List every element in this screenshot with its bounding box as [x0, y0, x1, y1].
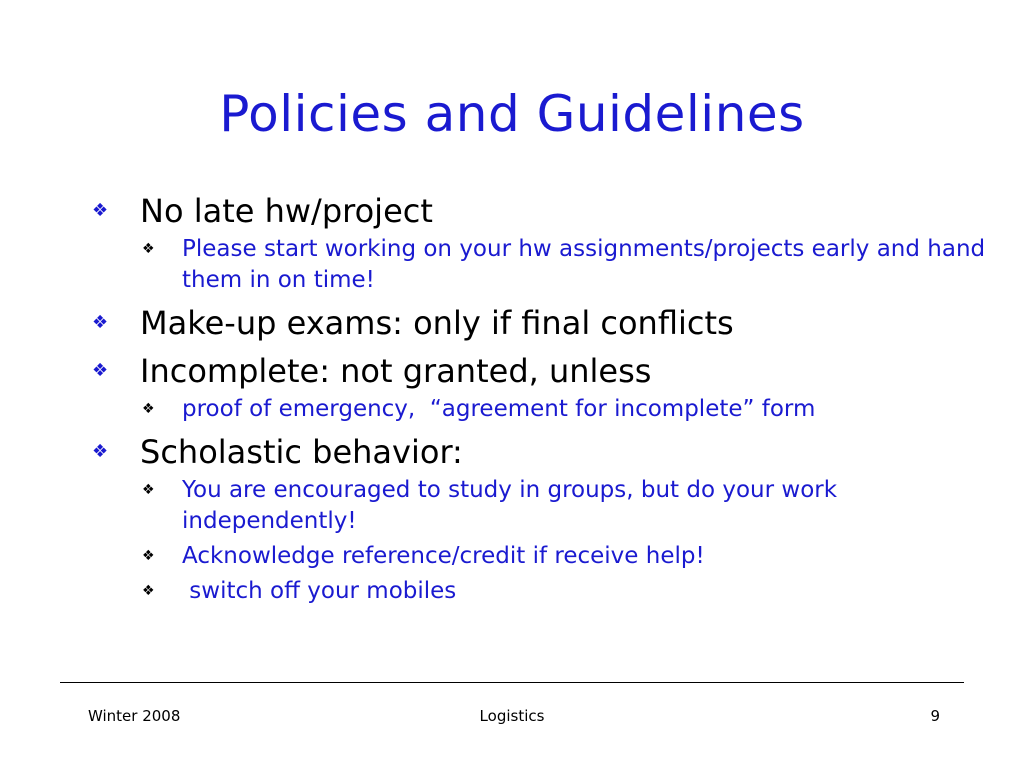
sub-bullet-text: You are encouraged to study in groups, but do your work independently!: [182, 477, 838, 534]
sub-bullet-item: [140, 234, 988, 296]
sub-bullet-item: [140, 475, 988, 537]
sub-bullet-text: switch off your mobiles: [182, 578, 457, 604]
sub-bullet-item: [140, 576, 988, 607]
sub-bullet-text: Acknowledge reference/credit if receive help!: [182, 543, 705, 569]
diamond-bullet-icon: ❖: [142, 401, 155, 417]
diamond-bullet-icon: ❖: [92, 200, 109, 221]
bullet-text: Scholastic behavior:: [140, 433, 463, 471]
diamond-bullet-icon: ❖: [92, 312, 109, 333]
bullet-item: [88, 190, 988, 232]
diamond-bullet-icon: ❖: [92, 441, 109, 462]
diamond-bullet-icon: ❖: [142, 482, 155, 498]
bullet-item: [88, 350, 988, 392]
diamond-bullet-icon: ❖: [92, 360, 109, 381]
sub-bullet-text: Please start working on your hw assignments/projects early and hand them in on time!: [182, 236, 986, 293]
bullet-item: [88, 302, 988, 344]
bullet-text: No late hw/project: [140, 192, 433, 230]
footer-page-number: 9: [930, 707, 940, 725]
bullet-list: [88, 190, 988, 611]
sub-bullet-item: [140, 541, 988, 572]
diamond-bullet-icon: ❖: [142, 583, 155, 599]
sub-bullet-text: proof of emergency, “agreement for incomplete” form: [182, 396, 816, 422]
bullet-text: Make-up exams: only if final conflicts: [140, 304, 734, 342]
diamond-bullet-icon: ❖: [142, 548, 155, 564]
footer-section: Logistics: [479, 707, 545, 725]
bullet-text: Incomplete: not granted, unless: [140, 352, 652, 390]
slide-title: Policies and Guidelines: [219, 85, 805, 143]
sub-bullet-item: [140, 394, 988, 425]
diamond-bullet-icon: ❖: [142, 241, 155, 257]
footer-date: Winter 2008: [88, 707, 181, 725]
bullet-item: [88, 431, 988, 473]
footer-divider: [60, 682, 964, 683]
